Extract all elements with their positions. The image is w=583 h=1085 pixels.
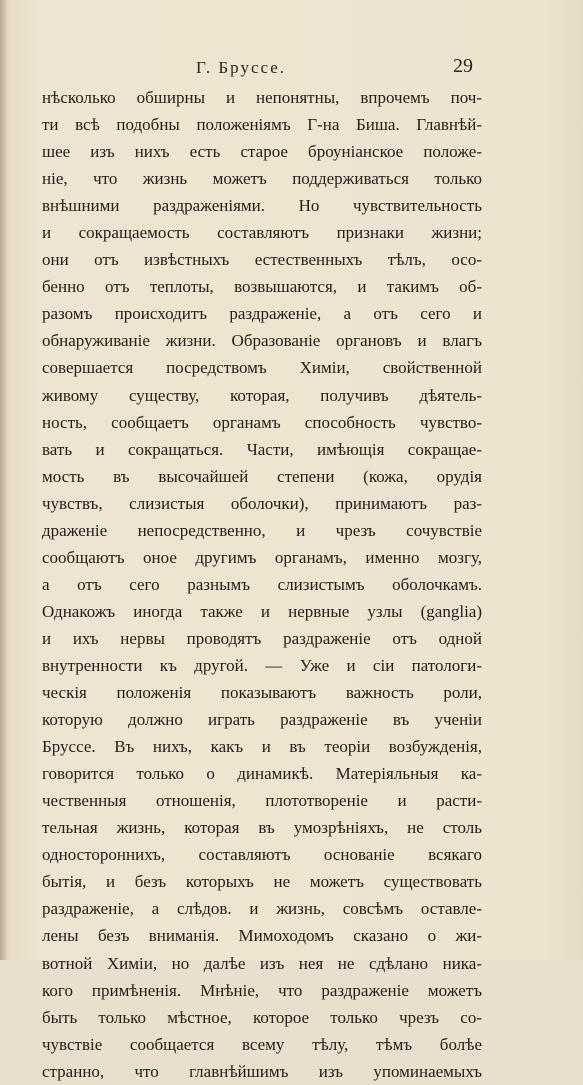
text-line: шее изъ нихъ есть старое броуніанское положе- <box>42 142 482 162</box>
text-line: ти всѣ подобны положеніямъ Г-на Биша. Главнѣй- <box>42 115 482 135</box>
text-line: мость въ высочайшей степени (кожа, орудія <box>42 466 482 486</box>
text-line: ность, сообщаетъ органамъ способность чувство- <box>42 412 482 432</box>
text-line: вать и сокращаться. Части, имѣющія сокращае- <box>42 439 482 459</box>
text-line: бытія, и безъ которыхъ не можетъ существовать <box>42 872 482 892</box>
text-line: живому существу, которая, получивъ дѣятель- <box>42 385 482 405</box>
text-line: ніе, что жизнь можетъ поддерживаться только <box>42 169 482 189</box>
text-line: они отъ извѣстныхъ естественныхъ тѣлъ, осо- <box>42 250 482 270</box>
text-line: и ихъ нервы проводятъ раздраженіе отъ одной <box>42 628 482 648</box>
text-line: чественныя отношенія, плототвореніе и расти- <box>42 791 482 811</box>
text-line: драженіе непосредственно, и чрезъ сочувствіе <box>42 520 482 540</box>
text-line: Бруссе. Въ нихъ, какъ и въ теоріи возбужденія, <box>42 737 482 757</box>
text-line: внутренности къ другой. — Уже и сіи патологи- <box>42 655 482 675</box>
text-line: кого примѣненія. Мнѣніе, что раздраженіе можетъ <box>42 980 482 1000</box>
body-text <box>42 84 482 1085</box>
page-number: 29 <box>453 55 473 77</box>
text-line: странно, что главнѣйшимъ изъ упоминаемыхъ <box>42 1061 482 1081</box>
text-line: нѣсколько обширны и непонятны, впрочемъ поч- <box>42 88 482 107</box>
text-line: чувствъ, слизистыя оболочки), принимаютъ раз- <box>42 493 482 513</box>
text-line: чувствіе сообщается всему тѣлу, тѣмъ болѣе <box>42 1034 482 1054</box>
text-line: ческія положенія показываютъ важность роли, <box>42 683 482 703</box>
text-line: одностороннихъ, составляютъ основаніе всякаго <box>42 845 482 865</box>
text-line: бенно отъ теплоты, возвышаются, и такимъ об- <box>42 277 482 297</box>
text-line: обнаруживаніе жизни. Образованіе органовъ и влагъ <box>42 331 482 351</box>
running-head: Г. Бруссе. <box>196 58 287 77</box>
text-line: которую должно играть раздраженіе въ ученіи <box>42 710 482 730</box>
gutter-shadow <box>0 0 8 960</box>
text-line: совершается посредствомъ Химіи, свойственной <box>42 358 482 378</box>
text-line: говорится только о динамикѣ. Матеріяльныя ка- <box>42 764 482 784</box>
text-line: и сокращаемость составляютъ признаки жизни; <box>42 223 482 243</box>
text-line: быть только мѣстное, которое только чрезъ со- <box>42 1007 482 1027</box>
text-line: сообщаютъ оное другимъ органамъ, именно мозгу, <box>42 547 482 567</box>
text-line: разомъ происходитъ раздраженіе, а отъ сего и <box>42 304 482 324</box>
text-line: а отъ сего разнымъ слизистымъ оболочкамъ. <box>42 574 482 594</box>
text-line: внѣшними раздраженіями. Но чувствительность <box>42 196 482 216</box>
text-line: вотной Химіи, но далѣе изъ нея не сдѣлано ника- <box>42 953 482 973</box>
text-line: лены безъ вниманія. Мимоходомъ сказано о жи- <box>42 926 482 946</box>
text-line: раздраженіе, а слѣдов. и жизнь, совсѣмъ оставле- <box>42 899 482 919</box>
text-line: Однакожъ иногда также и нервные узлы (ganglia) <box>42 601 482 621</box>
text-line: тельная жизнь, которая въ умозрѣніяхъ, не столь <box>42 818 482 838</box>
